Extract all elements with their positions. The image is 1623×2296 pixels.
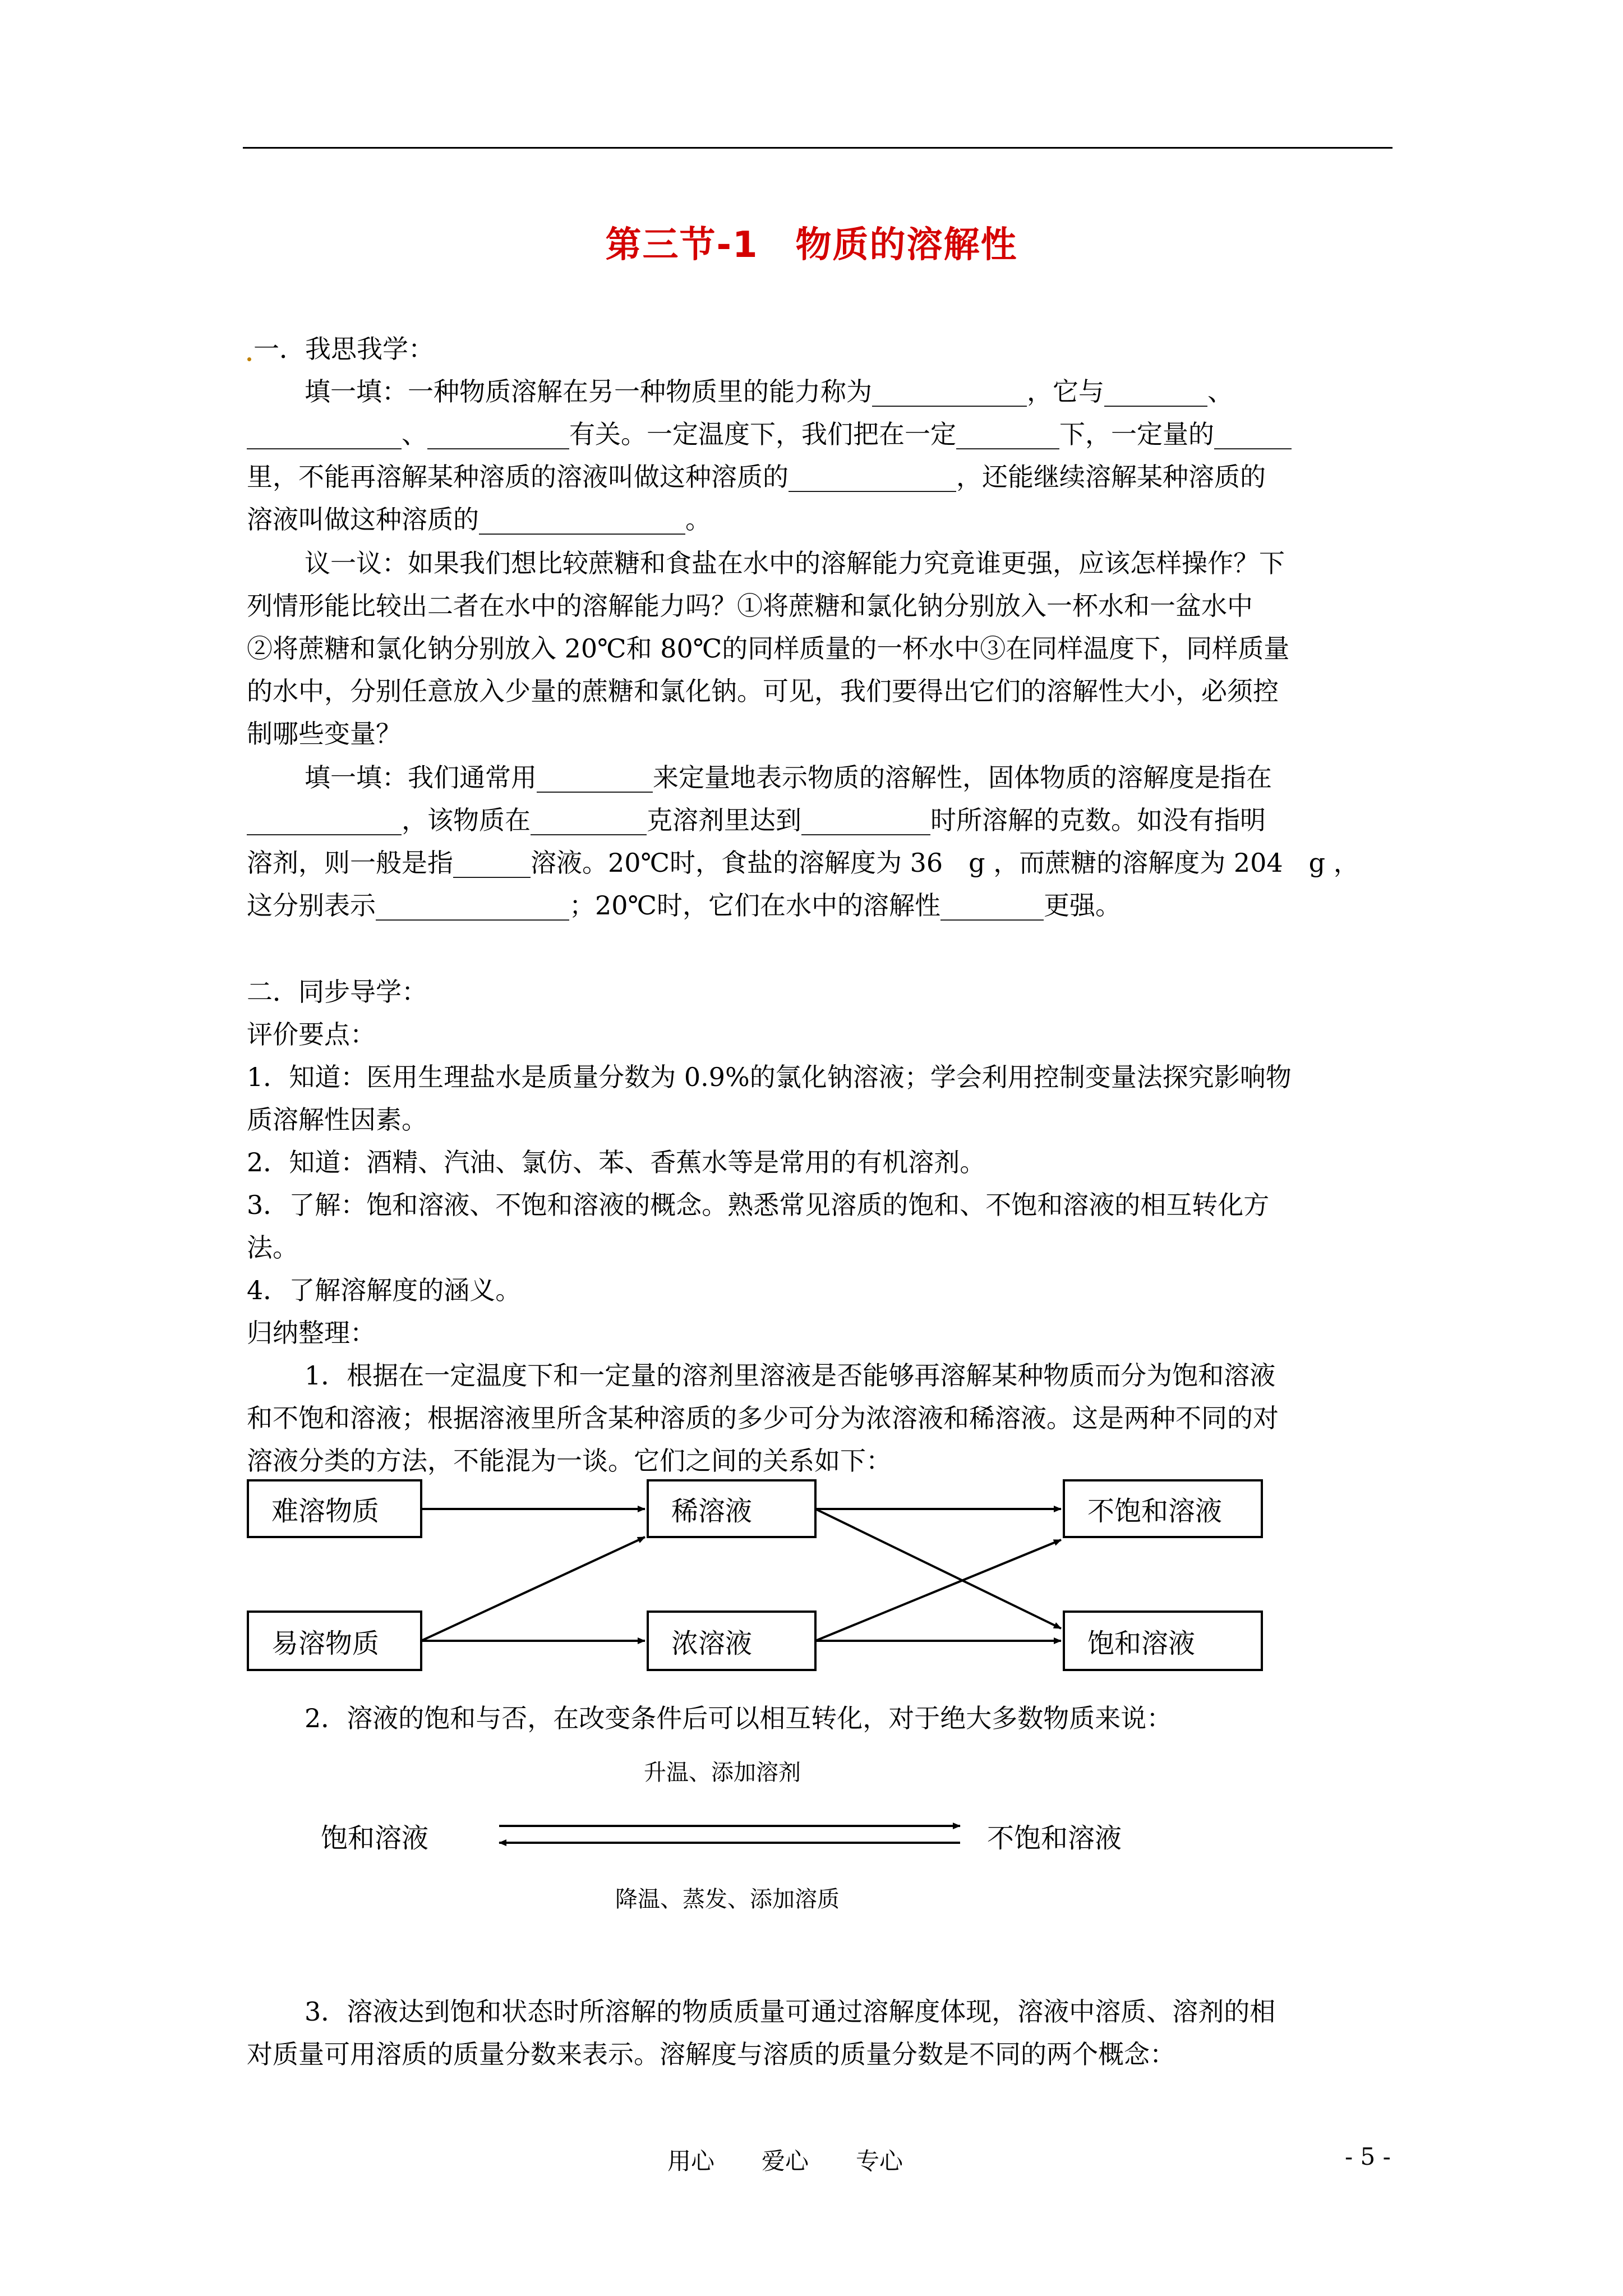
section2-heading: 二．同步导学： [247,977,427,1007]
arrow-concentrated-to-unsaturated [815,1540,1061,1641]
eval-item-2: 2．知道：酒精、汽油、氯仿、苯、香蕉水等是常用的有机溶剂。 [247,1147,986,1177]
page-number: - 5 - [1345,2143,1391,2170]
conversion-label-bottom: 降温、蒸发、添加溶质 [615,1887,840,1912]
arrow-soluble-to-dilute [421,1537,645,1641]
discuss-line-1: 议一议：如果我们想比较蔗糖和食盐在水中的溶解能力究竟谁更强，应该怎样操作？下 [305,548,1285,578]
footer-motto: 用心 爱心 专心 [667,2147,903,2175]
eval-item-4: 4．了解溶解度的涵义。 [247,1275,522,1305]
discuss-line-2: 列情形能比较出二者在水中的溶解能力吗？①将蔗糖和氯化钠分别放入一杯水和一盆水中 [247,591,1253,621]
summary1-line-2: 和不饱和溶液；根据溶液里所含某种溶质的多少可分为浓溶液和稀溶液。这是两种不同的对 [247,1403,1279,1433]
fill2-line-1: 填一填：我们通常用_________来定量地表示物质的溶解性，固体物质的溶解度是指在 [305,762,1272,793]
summary3-line-1: 3．溶液达到饱和状态时所溶解的物质质量可通过溶解度体现，溶液中溶质、溶剂的相 [305,1996,1276,2027]
summary2-line: 2．溶液的饱和与否，在改变条件后可以相互转化，对于绝大多数物质来说： [305,1703,1173,1733]
summary3-line-2: 对质量可用溶质的质量分数来表示。溶解度与溶质的质量分数是不同的两个概念： [247,2039,1175,2069]
box-saturated-solution: 饱和溶液 [1063,1611,1263,1671]
fill1-line-1: 填一填：一种物质溶解在另一种物质里的能力称为____________，它与________、 [305,376,1233,407]
arrow-dilute-to-saturated [815,1509,1061,1628]
summary1-line-1: 1．根据在一定温度下和一定量的溶剂里溶液是否能够再溶解某种物质而分为饱和溶液 [305,1360,1276,1391]
box-dilute-solution: 稀溶液 [647,1479,817,1538]
eval-item-1: 1．知道：医用生理盐水是质量分数为 0.9%的氯化钠溶液；学会利用控制变量法探究影响物 [247,1062,1292,1092]
fill1-line-2: ____________、___________有关。一定温度下，我们把在一定________下，一定量的______ [247,419,1292,449]
discuss-line-4: 的水中，分别任意放入少量的蔗糖和氯化钠。可见，我们要得出它们的溶解性大小，必须控 [247,676,1279,706]
box-unsaturated-solution: 不饱和溶液 [1063,1479,1263,1538]
conversion-right-unsaturated: 不饱和溶液 [987,1823,1122,1854]
box-insoluble-substance: 难溶物质 [247,1479,422,1538]
eval-item-3: 3．了解：饱和溶液、不饱和溶液的概念。熟悉常见溶质的饱和、不饱和溶液的相互转化方 [247,1190,1270,1220]
eval-heading: 评价要点： [247,1019,376,1050]
summary-heading: 归纳整理： [247,1318,376,1348]
discuss-line-5: 制哪些变量？ [247,719,402,749]
discuss-line-3: ②将蔗糖和氯化钠分别放入 20℃和 80℃的同样质量的一杯水中③在同样温度下，同样质量 [247,633,1290,664]
box-soluble-substance: 易溶物质 [247,1611,422,1671]
box-concentrated-solution: 浓溶液 [647,1611,817,1671]
conversion-left-saturated: 饱和溶液 [321,1823,429,1854]
eval-item-1-cont: 质溶解性因素。 [247,1105,427,1135]
eval-item-3-cont: 法。 [247,1232,298,1263]
summary1-line-3: 溶液分类的方法，不能混为一谈。它们之间的关系如下： [247,1446,892,1476]
fill1-line-4: 溶液叫做这种溶质的________________。 [247,504,711,535]
section1-heading: 一．我思我学： [253,334,434,364]
fill2-line-2: ____________，该物质在_________克溶剂里达到__________时所溶解的克数。如没有指明 [247,805,1266,835]
fill2-line-3: 溶剂，则一般是指______溶液。20℃时，食盐的溶解度为 36 g ，而蔗糖的溶解度为 204 g ， [247,848,1359,878]
page-title: 第三节-1 物质的溶解性 [605,224,1018,266]
fill1-line-3: 里，不能再溶解某种溶质的溶液叫做这种溶质的_____________，还能继续溶解某种溶质的 [247,462,1266,492]
conversion-label-top: 升温、添加溶剂 [644,1760,801,1786]
fill2-line-4: 这分别表示_______________；20℃时，它们在水中的溶解性________更强。 [247,890,1121,921]
